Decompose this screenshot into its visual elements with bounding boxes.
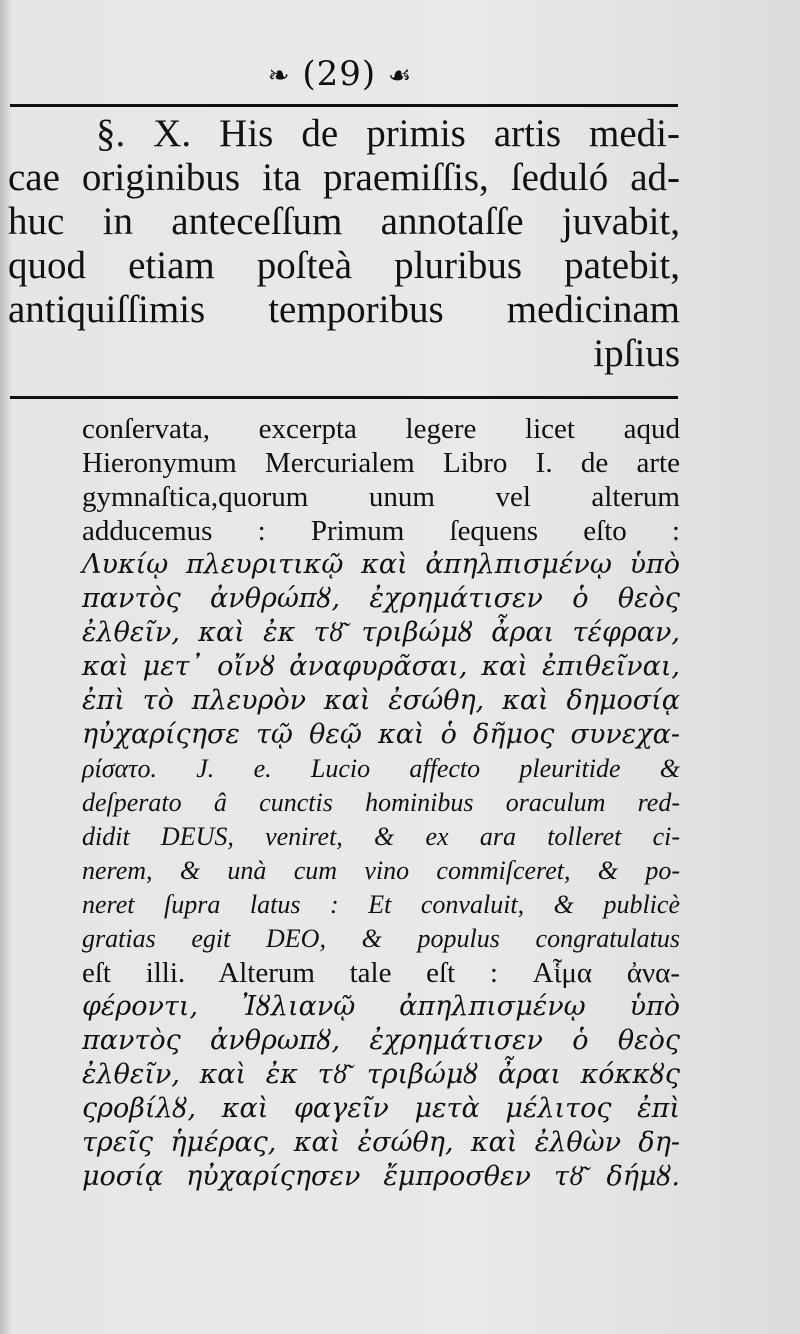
page-number: (29)	[302, 54, 377, 94]
footnote-line: ἐλθεῖν, καὶ ἐκ τȣ͂ τριβώμȣ ἆραι τέφραν,	[82, 617, 680, 648]
right-ornament-icon: ☙	[387, 61, 413, 91]
footnote-line: ρίσατο. J. e. Lucio affecto pleuritide &	[82, 754, 680, 783]
footnote-line: φέροντι, Ἰȣλιανῷ ἀπηλπισμένῳ ὑπὸ	[82, 991, 680, 1022]
left-ornament-icon: ❧	[267, 61, 291, 91]
footnote-line: ἐλθεῖν, καὶ ἐκ τȣ͂ τριβώμȣ ἆραι κόκκȣς	[82, 1059, 680, 1090]
main-text-line: §. X. His de primis artis medi-	[96, 112, 680, 155]
footnote-line: τρεῖς ἡμέρας, καὶ ἐσώθη, καὶ ἐλθὼν δη-	[82, 1127, 680, 1158]
footnote-rule	[10, 396, 678, 399]
footnote-line: καὶ μετ᾽ οἴνȣ ἀναφυρᾶσαι, καὶ ἐπιθεῖναι,	[82, 651, 680, 682]
footnote-line: gratias egit DEO, & populus congratulatus	[82, 924, 680, 953]
footnote-line: didit DEUS, veniret, & ex ara tolleret ci-	[82, 822, 680, 851]
main-text-line: cae originibus ita praemiſſis, ſeduló ad-	[8, 156, 680, 199]
main-text-line: huc in anteceſſum annotaſſe juvabit,	[8, 200, 680, 243]
page-header	[0, 54, 680, 94]
footnote-line: παντὸς ἀνθρωπȣ, ἐχρημάτισεν ὁ θεὸς	[82, 1025, 680, 1056]
footnote-line: adducemus : Primum ſequens eſto :	[82, 515, 680, 547]
main-text-block	[8, 112, 680, 376]
footnote-line: Hieronymum Mercurialem Libro I. de arte	[82, 447, 680, 479]
footnote-line: ἐπὶ τὸ πλευρὸν καὶ ἐσώθη, καὶ δημοσίᾳ	[82, 685, 680, 716]
header-rule	[10, 104, 678, 107]
footnote-line: ςροβίλȣ, καὶ φαγεῖν μετὰ μέλιτος ἐπὶ	[82, 1093, 680, 1124]
footnote-line: conſervata, excerpta legere licet aqud	[82, 413, 680, 445]
footnote-line: eſt illi. Alterum tale eſt : Αἷμα ἀνα-	[82, 957, 680, 989]
main-text-line: antiquiſſimis temporibus medicinam	[8, 288, 680, 331]
footnote-block	[82, 412, 680, 1194]
footnote-line: gymnaſtica,quorum unum vel alterum	[82, 481, 680, 513]
footnote-line: deſperato â cunctis hominibus oraculum red-	[82, 788, 680, 817]
catchword: ipſius	[593, 332, 680, 375]
footnote-line: nerem, & unà cum vino commiſceret, & po-	[82, 856, 680, 885]
main-text-line: quod etiam poſteà pluribus patebit,	[8, 244, 680, 287]
footnote-line: μοσίᾳ ηὐχαρίςησεν ἔμπροσθεν τȣ͂ δήμȣ.	[82, 1161, 680, 1192]
footnote-line: neret ſupra latus : Et convaluit, & publicè	[82, 890, 680, 919]
footnote-line: παντὸς ἀνθρώπȣ, ἐχρημάτισεν ὁ θεὸς	[82, 583, 680, 614]
footnote-line: Λυκίῳ πλευριτικῷ καὶ ἀπηλπισμένῳ ὑπὸ	[82, 549, 680, 580]
footnote-line: ηὐχαρίςησε τῷ θεῷ καὶ ὁ δῆμος συνεχα-	[82, 719, 680, 750]
